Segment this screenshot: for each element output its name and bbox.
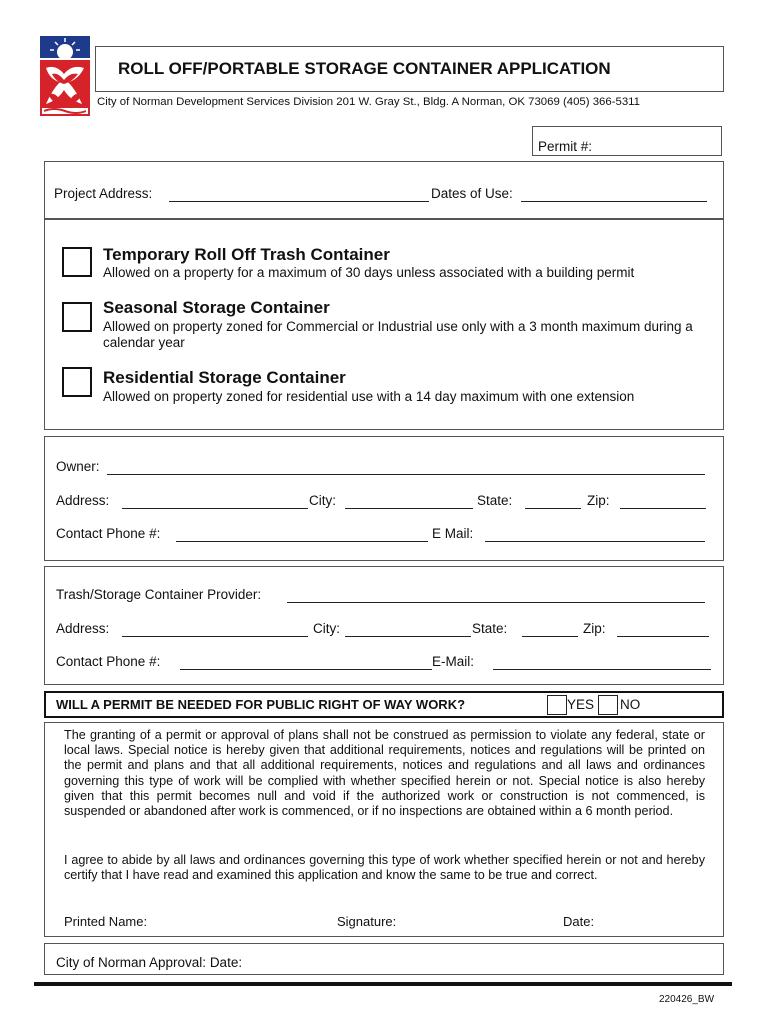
provider-phone-field[interactable]	[180, 656, 432, 670]
provider-zip-field[interactable]	[617, 623, 709, 637]
city-logo	[38, 34, 92, 118]
owner-city-label: City:	[309, 493, 336, 508]
owner-state-label: State:	[477, 493, 513, 508]
provider-state-label: State:	[472, 621, 508, 636]
row-yes-checkbox[interactable]	[547, 695, 567, 715]
project-address-field[interactable]	[169, 188, 429, 202]
provider-label: Trash/Storage Container Provider:	[56, 587, 262, 602]
owner-email-label: E Mail:	[432, 526, 474, 541]
provider-address-field[interactable]	[122, 623, 308, 637]
option-title: Temporary Roll Off Trash Container	[103, 245, 390, 264]
provider-phone-label: Contact Phone #:	[56, 654, 161, 669]
owner-state-field[interactable]	[525, 495, 581, 509]
row-question-label: WILL A PERMIT BE NEEDED FOR PUBLIC RIGHT OF WAY WORK?	[56, 697, 466, 712]
project-address-label: Project Address:	[54, 186, 153, 201]
temporary-roll-off-checkbox[interactable]	[62, 247, 92, 277]
owner-field[interactable]	[107, 461, 705, 475]
owner-zip-label: Zip:	[587, 493, 610, 508]
seasonal-storage-checkbox[interactable]	[62, 302, 92, 332]
division-address: City of Norman Development Services Division 201 W. Gray St., Bldg. A Norman, OK 73069 (405) 366-5311	[97, 96, 640, 108]
dates-of-use-field[interactable]	[521, 188, 707, 202]
legal-paragraph: The granting of a permit or approval of plans shall not be construed as permission to violate any federal, state or local laws. Special notice is hereby given that additional requirements, notices and regulations will be printed on the permit and plans and that all additional requirements, notices and regulations and all laws and ordinances governing this type of work will be complied with whether specified herein or not. Special notice is also hereby given that this permit becomes null and void if the authorized work or construction is not commenced, is suspended or abandoned after work is commenced, or if no inspections are obtained within a 6 month period.	[64, 728, 705, 819]
provider-state-field[interactable]	[522, 623, 578, 637]
option-description: Allowed on a property for a maximum of 30 days unless associated with a building permit	[103, 265, 635, 280]
owner-email-field[interactable]	[485, 528, 705, 542]
page-title: ROLL OFF/PORTABLE STORAGE CONTAINER APPLICATION	[118, 59, 611, 78]
option-title: Residential Storage Container	[103, 368, 346, 387]
owner-city-field[interactable]	[345, 495, 473, 509]
form-code: 220426_BW	[659, 994, 715, 1005]
date-label: Date:	[563, 914, 595, 929]
permit-number-label: Permit #:	[538, 139, 593, 154]
provider-city-label: City:	[313, 621, 340, 636]
provider-field[interactable]	[287, 589, 705, 603]
signature-label: Signature:	[337, 914, 397, 929]
owner-label: Owner:	[56, 459, 100, 474]
dates-of-use-label: Dates of Use:	[431, 186, 513, 201]
owner-phone-label: Contact Phone #:	[56, 526, 161, 541]
provider-email-label: E-Mail:	[432, 654, 475, 669]
provider-address-label: Address:	[56, 621, 110, 636]
owner-zip-field[interactable]	[620, 495, 706, 509]
row-no-label: NO	[620, 697, 641, 712]
provider-zip-label: Zip:	[583, 621, 606, 636]
certification-paragraph: I agree to abide by all laws and ordinances governing this type of work whether specified herein or not and hereby certify that I have read and examined this application and know the same to be true and correct.	[64, 853, 705, 883]
provider-city-field[interactable]	[345, 623, 471, 637]
owner-phone-field[interactable]	[176, 528, 428, 542]
provider-email-field[interactable]	[493, 656, 711, 670]
printed-name-label: Printed Name:	[64, 914, 148, 929]
owner-address-field[interactable]	[122, 495, 308, 509]
residential-storage-checkbox[interactable]	[62, 367, 92, 397]
option-description: Allowed on property zoned for Commercial or Industrial use only with a 3 month maximum during a calendar year	[103, 319, 693, 350]
approval-label: City of Norman Approval: Date:	[56, 955, 243, 970]
option-title: Seasonal Storage Container	[103, 298, 330, 317]
bottom-rule	[34, 982, 732, 986]
option-description: Allowed on property zoned for residential use with a 14 day maximum with one extension	[103, 389, 635, 404]
row-yes-label: YES	[567, 697, 595, 712]
owner-address-label: Address:	[56, 493, 110, 508]
row-no-checkbox[interactable]	[598, 695, 618, 715]
